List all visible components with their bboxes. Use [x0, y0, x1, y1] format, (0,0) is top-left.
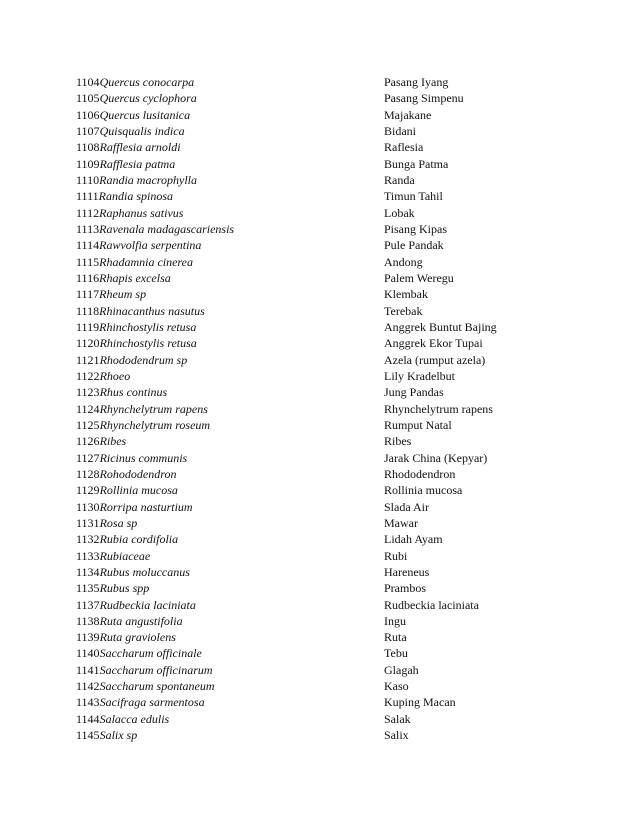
entry-number: 1130 — [76, 499, 100, 514]
entry-number: 1111 — [76, 189, 99, 204]
list-item — [76, 368, 516, 384]
local-name: Rubi — [384, 548, 408, 563]
entry-number: 1108 — [76, 140, 100, 155]
list-item — [76, 727, 516, 743]
list-item — [76, 139, 516, 155]
entry-number: 1129 — [76, 483, 100, 498]
entry-number: 1139 — [76, 630, 100, 645]
list-item — [76, 74, 516, 90]
entry-number: 1106 — [76, 107, 100, 122]
entry-number: 1144 — [76, 711, 100, 726]
scientific-name: Rafflesia patma — [99, 156, 176, 171]
entry-number: 1121 — [76, 352, 100, 367]
scientific-name: Quercus conocarpa — [99, 75, 195, 89]
scientific-name: Rafflesia arnoldi — [99, 140, 181, 155]
entry-number: 1140 — [76, 646, 100, 661]
scientific-name: Quisqualis indica — [99, 123, 185, 138]
list-item — [76, 515, 516, 531]
local-name: Jarak China (Kepyar) — [384, 450, 488, 465]
list-item — [76, 531, 516, 547]
entry-number: 1107 — [76, 123, 100, 138]
entry-number: 1135 — [76, 581, 100, 596]
local-name: Ribes — [384, 434, 412, 449]
scientific-name: Rubus spp — [99, 581, 150, 596]
local-name: Rudbeckia laciniata — [384, 597, 479, 612]
list-item — [76, 221, 516, 237]
local-name: Prambos — [384, 581, 426, 596]
scientific-name: Rhinchostylis retusa — [99, 336, 197, 351]
scientific-name: Rhinacanthus nasutus — [99, 303, 205, 318]
list-item — [76, 90, 516, 106]
entry-number: 1112 — [76, 205, 100, 220]
scientific-name: Rhynchelytrum rapens — [99, 401, 208, 416]
local-name: Tebu — [384, 646, 408, 661]
local-name: Klembak — [384, 287, 428, 302]
list-item — [76, 156, 516, 172]
entry-number: 1137 — [76, 597, 100, 612]
list-item — [76, 123, 516, 139]
scientific-name: Saccharum officinarum — [99, 662, 213, 677]
entry-number: 1131 — [76, 515, 100, 530]
local-name: Randa — [384, 172, 415, 187]
scientific-name: Rollinia mucosa — [99, 483, 178, 498]
scientific-name: Rorripa nasturtium — [99, 499, 193, 514]
entry-number: 1142 — [76, 679, 100, 694]
list-item — [76, 384, 516, 400]
list-item — [76, 401, 516, 417]
scientific-name: Salix sp — [99, 728, 138, 743]
entry-number: 1116 — [76, 270, 100, 285]
scientific-name: Salacca edulis — [99, 711, 170, 726]
scientific-name: Quercus lusitanica — [99, 107, 191, 122]
scientific-name: Quercus cyclophora — [99, 91, 197, 106]
local-name: Anggrek Ekor Tupai — [384, 336, 483, 351]
entry-number: 1120 — [76, 336, 100, 351]
local-name: Hareneus — [384, 564, 430, 579]
local-name: Anggrek Buntut Bajing — [384, 319, 497, 334]
scientific-name: Rawvolfia serpentina — [99, 238, 202, 253]
list-item — [76, 417, 516, 433]
local-name: Jung Pandas — [384, 385, 444, 400]
local-name: Mawar — [384, 515, 418, 530]
scientific-name: Saccharum officinale — [99, 646, 202, 661]
local-name: Rhododendron — [384, 466, 456, 481]
local-name: Pisang Kipas — [384, 221, 447, 236]
scientific-name: Rhynchelytrum roseum — [99, 417, 211, 432]
list-item — [76, 466, 516, 482]
list-item — [76, 678, 516, 694]
list-item — [76, 237, 516, 253]
list-item — [76, 597, 516, 613]
list-item — [76, 482, 516, 498]
entry-number: 1115 — [76, 254, 100, 269]
list-item — [76, 270, 516, 286]
entry-number: 1145 — [76, 728, 100, 743]
entry-number: 1119 — [76, 319, 100, 334]
entry-number: 1110 — [76, 172, 100, 187]
entry-number: 1127 — [76, 450, 100, 465]
scientific-name: Rudbeckia laciniata — [99, 597, 196, 612]
entry-number: 1125 — [76, 417, 100, 432]
list-item — [76, 613, 516, 629]
scientific-name: Rhoeo — [99, 368, 131, 383]
entry-number: 1141 — [76, 662, 100, 677]
list-item — [76, 205, 516, 221]
scientific-name: Rheum sp — [99, 287, 147, 302]
entry-number: 1117 — [76, 287, 100, 302]
scientific-name: Rhus continus — [99, 385, 168, 400]
list-item — [76, 711, 516, 727]
entry-number: 1138 — [76, 613, 100, 628]
local-name: Pasang Simpenu — [384, 91, 464, 106]
scientific-name: Raphanus sativus — [99, 205, 184, 220]
entry-number: 1126 — [76, 434, 100, 449]
entry-number: 1105 — [76, 91, 100, 106]
species-list — [76, 74, 516, 743]
scientific-name: Rhinchostylis retusa — [99, 319, 197, 334]
scientific-name: Ruta graviolens — [99, 630, 176, 645]
list-item — [76, 254, 516, 270]
entry-number: 1134 — [76, 564, 100, 579]
scientific-name: Rubia cordifolia — [99, 532, 179, 547]
local-name: Rhynchelytrum rapens — [384, 401, 493, 416]
scientific-name: Ricinus communis — [99, 450, 188, 465]
list-item — [76, 580, 516, 596]
scientific-name: Rubiaceae — [99, 548, 151, 563]
entry-number: 1128 — [76, 466, 100, 481]
entry-number: 1118 — [76, 303, 100, 318]
local-name: Terebak — [384, 303, 423, 318]
scientific-name: Rohododendron — [99, 466, 177, 481]
list-item — [76, 303, 516, 319]
scientific-name: Ravenala madagascariensis — [99, 221, 235, 236]
list-item — [76, 499, 516, 515]
list-item — [76, 188, 516, 204]
entry-number: 1124 — [76, 401, 100, 416]
list-item — [76, 319, 516, 335]
list-item — [76, 107, 516, 123]
list-item — [76, 286, 516, 302]
local-name: Salix — [384, 728, 409, 743]
local-name: Lobak — [384, 205, 415, 220]
local-name: Ruta — [384, 630, 407, 645]
local-name: Palem Weregu — [384, 270, 454, 285]
entry-number: 1114 — [76, 238, 100, 253]
list-item — [76, 172, 516, 188]
list-item — [76, 645, 516, 661]
entry-number: 1104 — [76, 75, 100, 89]
scientific-name: Ribes — [99, 434, 127, 449]
list-item — [76, 629, 516, 645]
scientific-name: Saccharum spontaneum — [99, 679, 215, 694]
local-name: Majakane — [384, 107, 432, 122]
scientific-name: Rubus moluccanus — [99, 564, 190, 579]
local-name: Rollinia mucosa — [384, 483, 463, 498]
local-name: Kaso — [384, 679, 409, 694]
scientific-name: Randia spinosa — [98, 189, 174, 204]
list-item — [76, 335, 516, 351]
local-name: Salak — [384, 711, 411, 726]
scientific-name: Randia macrophylla — [99, 172, 197, 187]
local-name: Bidani — [384, 123, 416, 138]
local-name: Bunga Patma — [384, 156, 449, 171]
scientific-name: Ruta angustifolia — [99, 613, 183, 628]
entry-number: 1132 — [76, 532, 100, 547]
scientific-name: Rhadamnia cinerea — [99, 254, 193, 269]
list-item — [76, 662, 516, 678]
scientific-name: Sacifraga sarmentosa — [99, 695, 205, 710]
local-name: Pule Pandak — [384, 238, 444, 253]
entry-number: 1122 — [76, 368, 100, 383]
entry-number: 1123 — [76, 385, 100, 400]
entry-number: 1133 — [76, 548, 100, 563]
local-name: Ingu — [384, 613, 406, 628]
entry-number: 1109 — [76, 156, 100, 171]
local-name: Raflesia — [384, 140, 424, 155]
local-name: Slada Air — [384, 499, 429, 514]
list-item — [76, 450, 516, 466]
local-name: Andong — [384, 254, 423, 269]
local-name: Pasang Iyang — [384, 75, 449, 89]
scientific-name: Rhododendrum sp — [99, 352, 188, 367]
local-name: Timun Tahil — [384, 189, 443, 204]
list-item — [76, 352, 516, 368]
list-item — [76, 694, 516, 710]
local-name: Kuping Macan — [384, 695, 456, 710]
list-item — [76, 548, 516, 564]
entry-number: 1113 — [76, 221, 100, 236]
local-name: Lidah Ayam — [384, 532, 443, 547]
local-name: Lily Kradelbut — [384, 368, 455, 383]
list-item — [76, 564, 516, 580]
scientific-name: Rhapis excelsa — [99, 270, 171, 285]
local-name: Rumput Natal — [384, 417, 452, 432]
list-item — [76, 433, 516, 449]
local-name: Glagah — [384, 662, 419, 677]
local-name: Azela (rumput azela) — [384, 352, 486, 367]
scientific-name: Rosa sp — [99, 515, 138, 530]
entry-number: 1143 — [76, 695, 100, 710]
